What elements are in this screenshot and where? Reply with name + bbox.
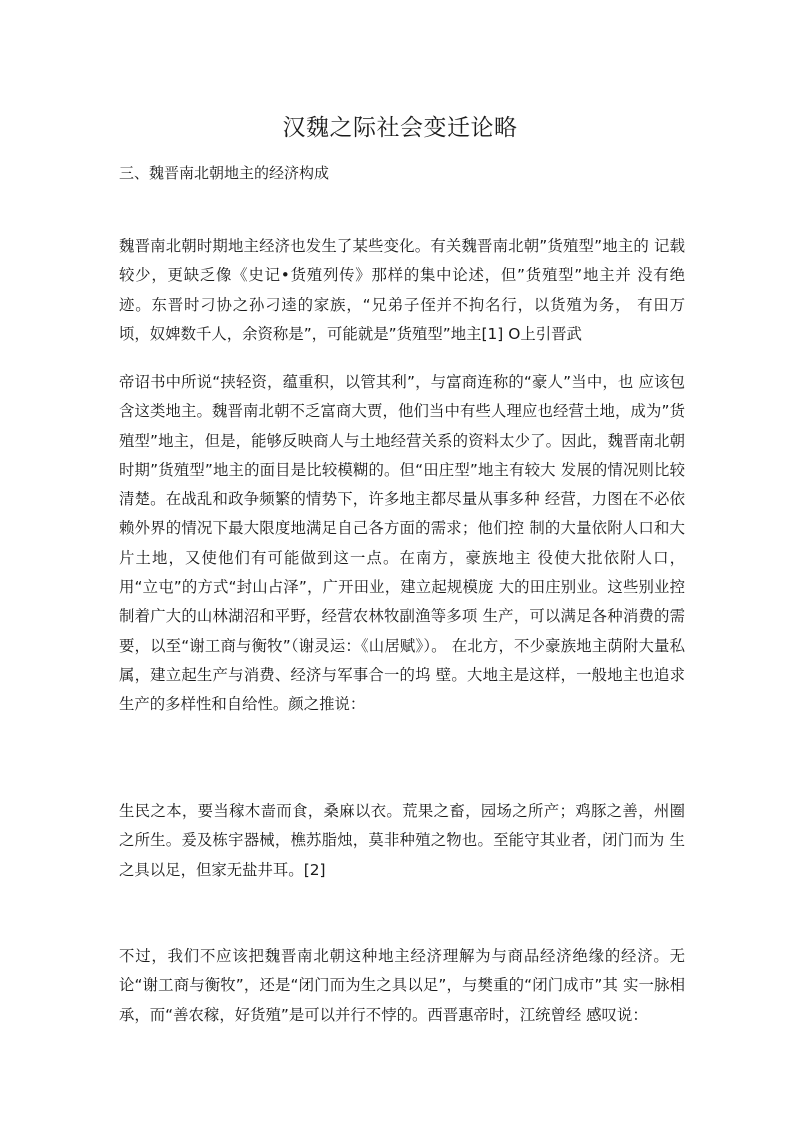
paragraph-1: 魏晋南北朝时期地主经济也发生了某些变化。有关魏晋南北朝”货殖型”地主的 记载较少，更缺乏像《史记•货殖列传》那样的集中论述，但”货殖型”地主并 没有绝迹。东晋时刁协之孙刁逵的家族，“兄弟子侄并不拘名行，以货殖为务， 有田万顷，奴婢数千人，余资称是”，可能就是”货殖型”地主[1] O上引晋武 [119,237,685,343]
section-heading: 三、魏晋南北朝地主的经济构成 [119,164,330,182]
paragraph-4: 不过，我们不应该把魏晋南北朝这种地主经济理解为与商品经济绝缘的经济。无 论“谢工商与衡牧”，还是“闭门而为生之具以足”，与樊重的“闭门成市”其 实一脉相承，而“善农稼，好货殖”是可以并行不悖的。西晋惠帝时，江统曾经 感叹说： [119,947,685,1024]
document-title: 汉魏之际社会变迁论略 [282,115,518,141]
paragraph-2: 帝诏书中所说“挟轻资，蕴重积，以管其利”，与富商连称的“豪人”当中，也 应该包含这类地主。魏晋南北朝不乏富商大贾，他们当中有些人理应也经营土地，成为”货殖型”地主，但是，能够反映商人与土地经营关系的资料太少了。因此，魏晋南北朝时期”货殖型”地主的面目是比较模糊的。但“田庄型”地主有较大 发展的情况则比较清楚。在战乱和政争频繁的情势下，许多地主都尽量从事多种 经营，力图在不必依赖外界的情况下最大限度地满足自己各方面的需求；他们控 制的大量依附人口和大片土地，又使他们有可能做到这一点。在南方，豪族地主 役使大批依附人口，用“立屯”的方式“封山占泽”，广开田业，建立起规模庞 大的田庄别业。这些别业控制着广大的山林湖沼和平野，经营农林牧副渔等多项 生产，可以满足各种消费的需要，以至“谢工商与衡牧”（谢灵运：《山居赋》）。 在北方，不少豪族地主荫附大量私属，建立起生产与消费、经济与军事合一的坞 壁。大地主是这样，一般地主也追求生产的多样性和自给性。颜之推说： [119,373,685,714]
quote-paragraph: 生民之本，要当稼木啬而食，桑麻以衣。荒果之畜，园场之所产；鸡豚之善，州圈 之所生。爰及栋宇器械，樵苏脂烛，莫非种殖之物也。至能守其业者，闭门而为 生之具以足，但家无盐井耳。[2] [119,802,685,879]
